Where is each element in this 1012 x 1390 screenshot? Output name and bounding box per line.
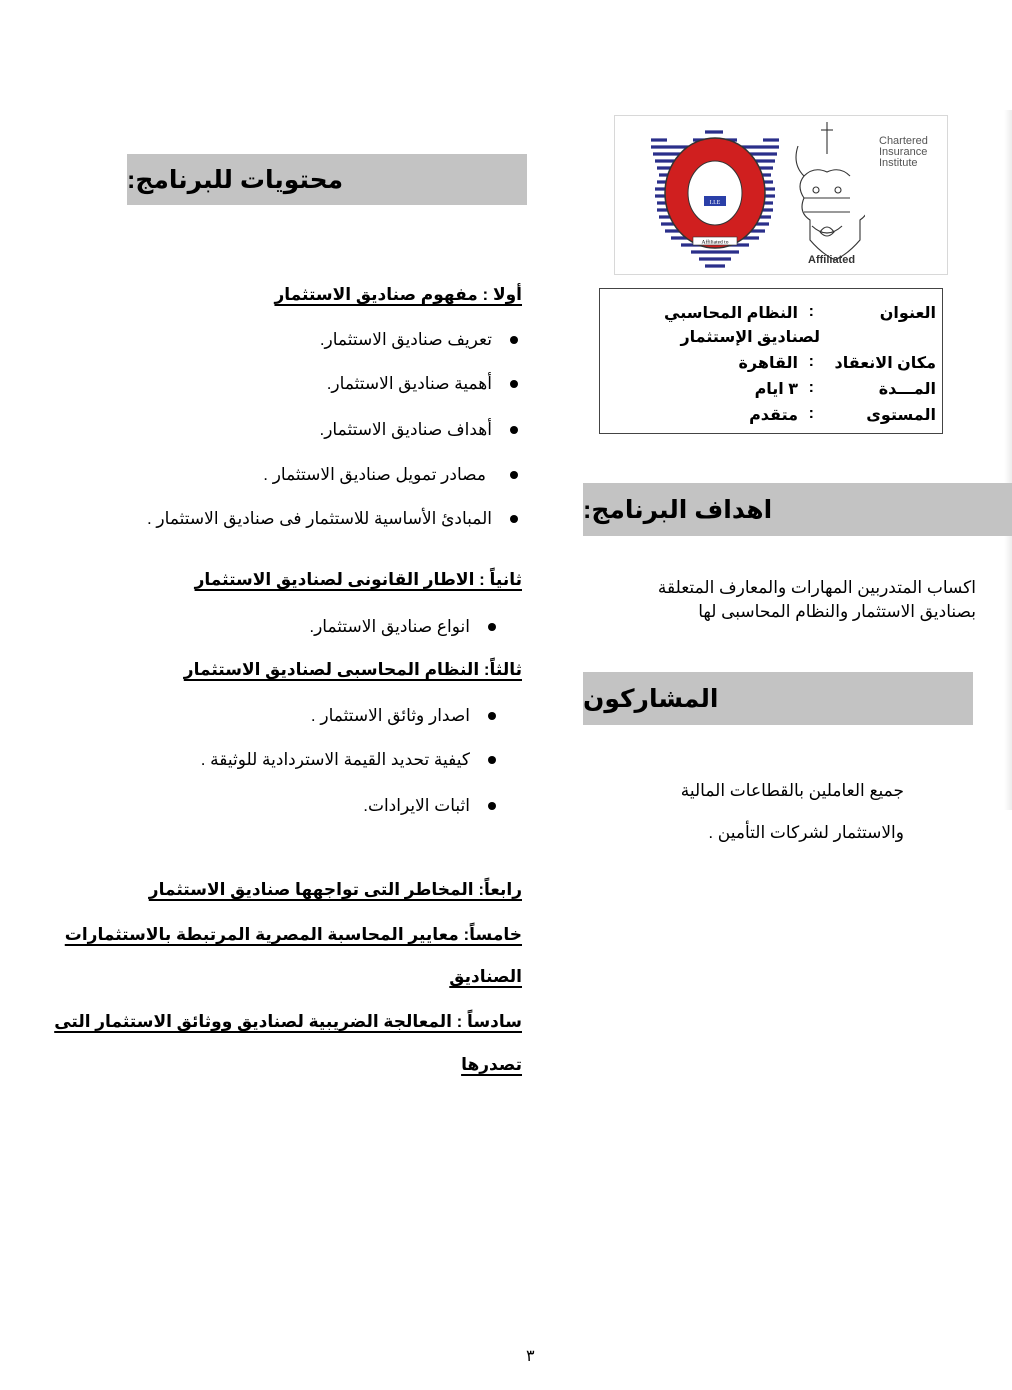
info-colon: :	[808, 303, 814, 320]
section-heading-4: رابعاً: المخاطر التى تواجهها صناديق الاستثمار	[148, 880, 522, 899]
participants-header-bar	[583, 672, 973, 725]
list-item-text: المبادئ الأساسية للاستثمار فى صناديق الاستثمار .	[146, 509, 492, 528]
info-key-venue: مكان الانعقاد	[834, 355, 936, 372]
participants-line: جميع العاملين بالقطاعات المالية	[680, 781, 904, 800]
objectives-title: اهداف البرنامج:	[583, 495, 773, 524]
section-heading-5-cont: الصناديق	[449, 967, 522, 986]
info-colon: :	[808, 353, 814, 370]
list-item	[363, 796, 496, 816]
list-item	[320, 330, 518, 350]
info-key-title: العنوان	[879, 305, 936, 322]
list-item	[263, 465, 518, 485]
logos-panel	[614, 115, 948, 275]
info-value-level: متقدم	[749, 407, 798, 424]
page-number: ٣	[526, 1348, 535, 1365]
bullet-icon	[510, 380, 518, 388]
info-key-duration: المـــدة	[878, 381, 936, 398]
participants-line: والاستثمار لشركات التأمين .	[708, 823, 904, 842]
list-item-text: تعريف صناديق الاستثمار.	[319, 330, 492, 349]
section-heading-3: ثالثاً: النظام المحاسبى لصناديق الاستثمار	[183, 660, 522, 679]
page-edge-shadow	[1004, 110, 1012, 810]
insurance-institute-egypt-logo	[645, 118, 785, 273]
bullet-icon	[510, 336, 518, 344]
objectives-header-bar	[583, 483, 1012, 536]
list-item	[201, 750, 496, 770]
chartered-insurance-institute-crest	[790, 120, 865, 262]
cii-name-line3: Institute	[879, 157, 918, 169]
list-item	[309, 617, 496, 637]
info-value-duration: ٣ ايام	[754, 381, 798, 398]
svg-text:Affiliated to: Affiliated to	[701, 239, 729, 246]
list-item-text: اثبات الايرادات.	[363, 796, 470, 815]
bullet-icon	[510, 515, 518, 523]
bullet-icon	[488, 756, 496, 764]
objectives-line: بصناديق الاستثمار والنظام المحاسبى لها	[698, 602, 976, 621]
info-key-level: المستوى	[866, 407, 936, 424]
list-item-text: أهداف صناديق الاستثمار.	[319, 420, 492, 439]
info-value-venue: القاهرة	[738, 355, 798, 372]
list-item-text: أهمية صناديق الاستثمار.	[326, 374, 492, 393]
list-item-text: كيفية تحديد القيمة الاستردادية للوثيقة .	[200, 750, 470, 769]
cii-name-line1: Chartered	[879, 135, 928, 147]
list-item-text: اصدار وثائق الاستثمار .	[310, 706, 470, 725]
program-info-box	[599, 288, 943, 434]
section-heading-6: سادساً : المعالجة الضريبية لصناديق ووثائق الاستثمار التى	[54, 1012, 522, 1031]
svg-text:I.I.E: I.I.E	[709, 200, 721, 206]
info-colon: :	[808, 379, 814, 396]
list-item-text: انواع صناديق الاستثمار.	[309, 617, 470, 636]
list-item	[147, 509, 518, 529]
contents-title: محتويات للبرنامج:	[127, 165, 344, 194]
bullet-icon	[488, 712, 496, 720]
objectives-line: اكساب المتدربين المهارات والمعارف المتعلقة	[657, 578, 976, 597]
info-value-title-cont: لصناديق الإستثمار	[680, 329, 820, 346]
section-heading-2: ثانياً : الاطار القانونى لصناديق الاستثمار	[194, 570, 522, 589]
bullet-icon	[510, 471, 518, 479]
bullet-icon	[510, 426, 518, 434]
section-heading-5: خامساً: معايير المحاسبة المصرية المرتبطة بالاستثمارات	[64, 925, 522, 944]
participants-title: المشاركون	[583, 684, 719, 713]
list-item	[320, 420, 519, 440]
info-colon: :	[808, 405, 814, 422]
contents-header-bar	[127, 154, 527, 205]
section-heading-6-cont: تصدرها	[461, 1055, 522, 1074]
cii-affiliated-label: Affiliated	[808, 254, 856, 266]
list-item	[327, 374, 518, 394]
list-item-text: مصادر تمويل صناديق الاستثمار .	[263, 465, 486, 484]
list-item	[311, 706, 496, 726]
cii-name	[879, 136, 928, 169]
cii-name-line2: Insurance	[879, 146, 928, 158]
objectives-text	[658, 576, 976, 624]
section-heading-1: أولا : مفهوم صناديق الاستثمار	[274, 285, 522, 304]
bullet-icon	[488, 623, 496, 631]
bullet-icon	[488, 802, 496, 810]
participants-text	[681, 770, 904, 854]
info-value-title: النظام المحاسبي	[664, 305, 798, 322]
